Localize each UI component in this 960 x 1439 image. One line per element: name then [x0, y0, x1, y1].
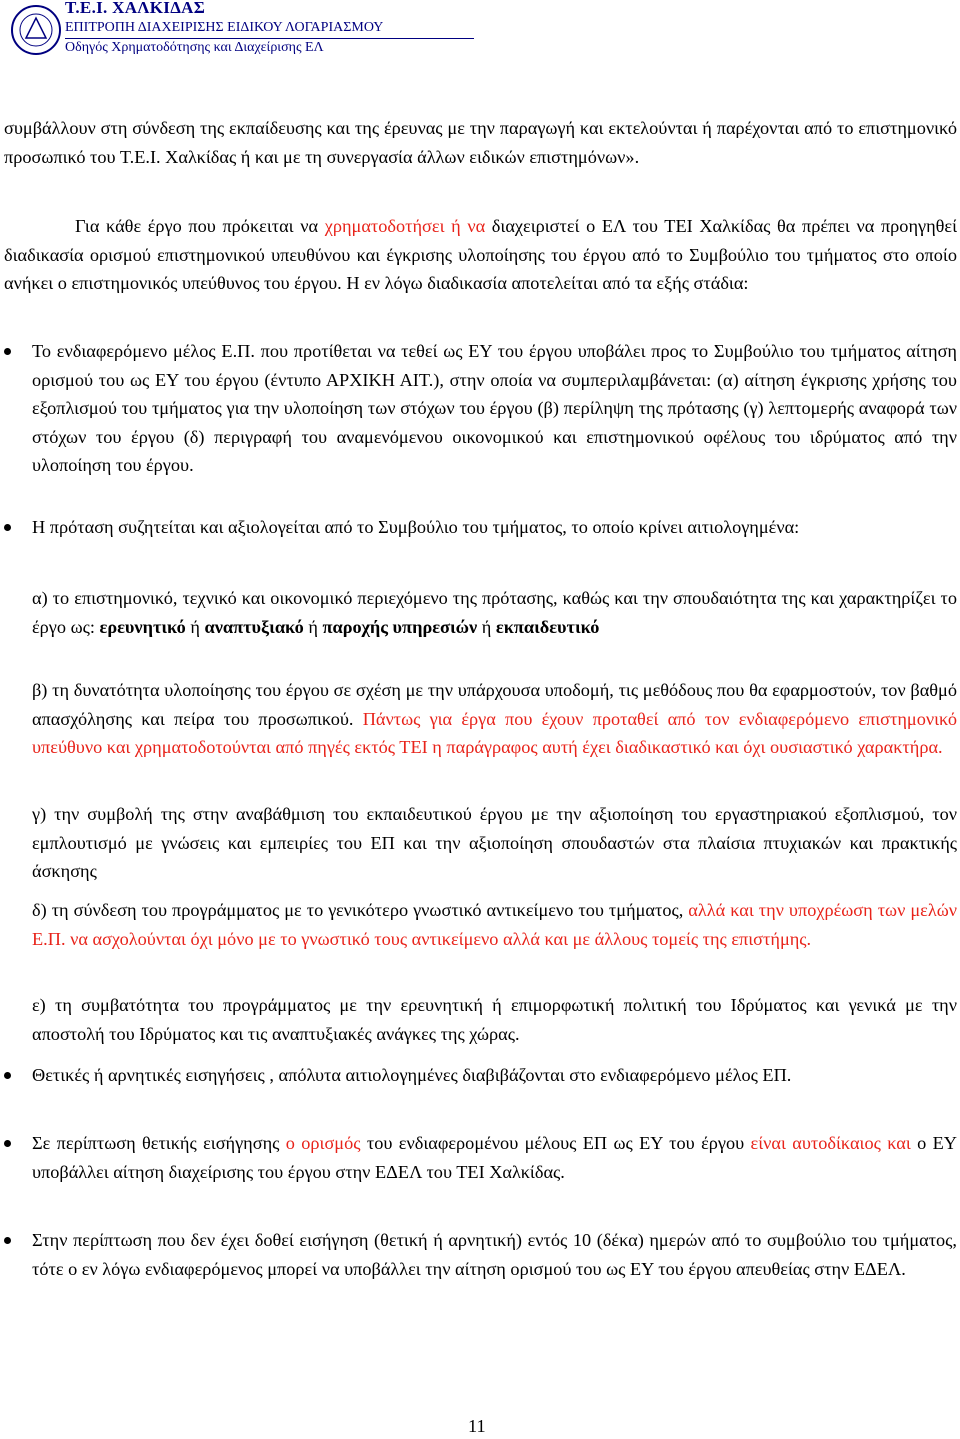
bullet-icon — [4, 524, 11, 531]
sub-item-c: γ) την συμβολή της στην αναβάθμιση του εκπαιδευτικού έργου με την αξιοποίηση του εργαστηριακού εξοπλισμού, τον εμπλουτισμό με γνώσεις και εμπειρίες του ΕΠ και την αξιοποίηση σπουδαστών στα πλαίσια πτυχιακών και πρακτικής άσκησης — [32, 804, 957, 881]
sub-item-e: ε) τη συμβατότητα του προγράμματος με την ερευνητική ή επιμορφωτική πολιτική του Ιδρύματος και γενικά με την αποστολή του Ιδρύματος και τις αναπτυξιακές ανάγκες της χώρας. — [32, 995, 957, 1044]
highlight-text: είναι αυτοδίκαιος και — [750, 1133, 911, 1153]
bullet-icon — [4, 348, 11, 355]
paragraph-continuation: συμβάλλουν στη σύνδεση της εκπαίδευσης και της έρευνας με την παραγωγή και εκτελούνται ή παρέχονται από το επιστημονικό προσωπικό του Τ.Ε.Ι. Χαλκίδας ή και με τη συνεργασία άλλων ειδικών επιστημόνων». — [4, 118, 957, 167]
highlight-text: χρηματοδοτήσει ή να — [324, 216, 486, 236]
bullet-text: Θετικές ή αρνητικές εισηγήσεις , απόλυτα αιτιολογημένες διαβιβάζονται στο ενδιαφερόμενο μέλος ΕΠ. — [32, 1065, 792, 1085]
highlight-text: Πάντως για έργα που έχουν προταθεί από τον ενδιαφερόμενο επιστημονικό υπεύθυνο και χρηματοδοτούνται από πηγές εκτός ΤΕΙ η παράγραφος αυτή έχει διαδικαστικό και όχι ουσιαστικό χαρακτήρα. — [32, 708, 957, 757]
bullet-text: Σε περίπτωση θετικής εισήγησης ο ορισμός του ενδιαφερομένου μέλους ΕΠ ως ΕΥ του έργου είναι αυτοδίκαιος και ο ΕΥ υποβάλλει αίτηση διαχείρισης του έργου στην ΕΔΕΛ του ΤΕΙ Χαλκίδας. — [32, 1133, 957, 1182]
highlight-text: αλλά και την υποχρέωση των μελών Ε.Π. να ασχολούνται όχι μόνο με το γνωστικό τους αντικείμενο αλλά και με άλλους τομείς της επιστήμης. — [32, 900, 958, 949]
guide-title: Οδηγός Χρηματοδότησης και Διαχείρισης ΕΛ — [65, 40, 324, 55]
bullet-icon — [4, 1072, 11, 1079]
bullet-text: Στην περίπτωση που δεν έχει δοθεί εισήγηση (θετική ή αρνητική) εντός 10 (δέκα) ημερών από το συμβούλιο του τμήματος, τότε ο εν λόγω ενδιαφερόμενος μπορεί να υποβάλλει την αίτηση ορισμού του ως ΕΥ του έργου απευθείας στην ΕΔΕΛ. — [32, 1230, 957, 1279]
sub-item-d: δ) τη σύνδεση του προγράμματος με το γενικότερο γνωστικό αντικείμενο του τμήματος, αλλά και την υποχρέωση των μελών Ε.Π. να ασχολούνται όχι μόνο με το γνωστικό τους αντικείμενο αλλά και με άλλους τομείς της επιστήμης. — [32, 900, 958, 949]
bullet-icon — [4, 1237, 11, 1244]
tei-logo-icon — [8, 2, 64, 58]
highlight-text: ο ορισμός — [285, 1133, 361, 1153]
bullet-icon — [4, 1140, 11, 1147]
paragraph-procedure: Για κάθε έργο που πρόκειται να χρηματοδοτήσει ή να διαχειριστεί ο ΕΛ του ΤΕΙ Χαλκίδας θα πρέπει να προηγηθεί διαδικασία ορισμού επιστημονικού υπευθύνου και έγκρισης υλοποίησης του έργου από το Συμβούλιο του τμήματος στο οποίο ανήκει ο επιστημονικός υπεύθυνος του έργου. Η εν λόγω διαδικασία αποτελείται από τα εξής στάδια: — [4, 216, 957, 293]
sub-item-a: α) το επιστημονικό, τεχνικό και οικονομικό περιεχόμενο της πρότασης, καθώς και την σπουδαιότητα της και χαρακτηρίζει το έργο ως: ερευνητικό ή αναπτυξιακό ή παροχής υπηρεσιών ή εκπαιδευτικό — [32, 588, 957, 637]
page-number: 11 — [468, 1416, 486, 1436]
institution-title: Τ.Ε.Ι. ΧΑΛΚΙΔΑΣ — [65, 0, 206, 17]
sub-item-b: β) τη δυνατότητα υλοποίησης του έργου σε σχέση με την υπάρχουσα υποδομή, τις μεθόδους που θα εφαρμοστούν, τον βαθμό απασχόλησης και πείρα του προσωπικού. Πάντως για έργα που έχουν προταθεί από τον ενδιαφερόμενο επιστημονικό υπεύθυνο και χρηματοδοτούνται από πηγές εκτός ΤΕΙ η παράγραφος αυτή έχει διαδικαστικό και όχι ουσιαστικό χαρακτήρα. — [32, 680, 957, 757]
committee-title: ΕΠΙΤΡΟΠΗ ΔΙΑΧΕΙΡΙΣΗΣ ΕΙΔΙΚΟΥ ΛΟΓΑΡΙΑΣΜΟΥ — [65, 20, 384, 35]
bullet-text: Η πρόταση συζητείται και αξιολογείται από το Συμβούλιο του τμήματος, το οποίο κρίνει αιτιολογημένα: — [32, 517, 800, 537]
header-divider — [65, 38, 474, 39]
bullet-text: Το ενδιαφερόμενο μέλος Ε.Π. που προτίθεται να τεθεί ως ΕΥ του έργου υποβάλει προς το Συμβούλιο του τμήματος αίτηση ορισμού του ως ΕΥ του έργου (έντυπο ΑΡΧΙΚΗ ΑΙΤ.), στην οποία να συμπεριλαμβάνεται: (α) αίτηση έγκρισης χρήσης του εξοπλισμού του τμήματος για την υλοποίηση των στόχων του έργου (β) περίληψη της πρότασης (γ) λεπτομερής αναφορά των στόχων του έργου (δ) περιγραφή του αναμενόμενου οικονομικού και επιστημονικού οφέλους του ιδρύματος από την υλοποίηση του έργου. — [32, 341, 957, 475]
